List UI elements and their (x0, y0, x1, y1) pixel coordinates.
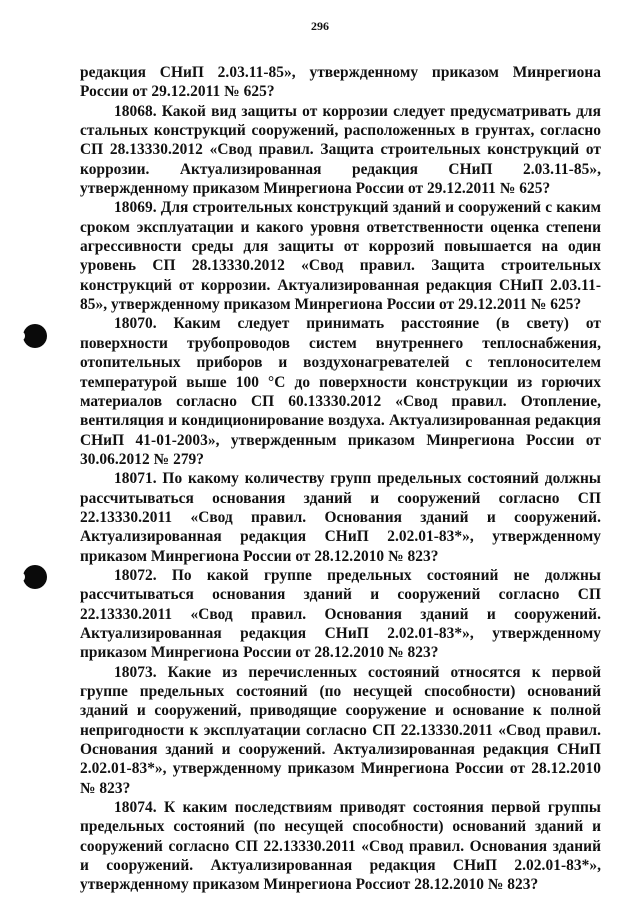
paragraph-18074: 18074. К каким последствиям приводят состояния первой группы предельных состояний (по несущей способности) оснований зданий и сооружений согласно СП 22.13330.2011 «Свод правил. Основания зданий и сооружений. Актуализированная редакция СНиП 2.02.01-83*», утвержденному приказом Минрегиона Россиот 28.12.2010 № 823? (80, 799, 601, 894)
paragraph-continuation: редакция СНиП 2.03.11-85», утвержденному приказом Минрегиона России от 29.12.2011 № 625? (80, 64, 601, 101)
paragraph-18070: 18070. Каким следует принимать расстояние (в свету) от поверхности трубопроводов систем внутреннего теплоснабжения, отопительных приборов и воздухонагревателей с теплоносителем температурой выше 100 °С до поверхности конструкции из горючих материалов согласно СП 60.13330.2012 «Свод правил. Отопление, вентиляция и кондиционирование воздуха. Актуализированная редакция СНиП 41-01-2003», утвержденным приказом Минрегиона России от 30.06.2012 № 279? (80, 315, 601, 468)
paragraph-18072: 18072. По какой группе предельных состояний не должны рассчитываться основания зданий и сооружений согласно СП 22.13330.2011 «Свод правил. Основания зданий и сооружений. Актуализированная редакция СНиП 2.02.01-83*», утвержденному приказом Минрегиона России от 28.12.2010 № 823? (80, 566, 601, 662)
paragraph-18068: 18068. Какой вид защиты от коррозии следует предусматривать для стальных конструкций сооружений, расположенных в грунтах, согласно СП 28.13330.2012 «Свод правил. Защита строительных конструкций от коррозии. Актуализированная редакция СНиП 2.03.11-85», утвержденному приказом Минрегиона России от 29.12.2011 № 625? (80, 102, 601, 198)
body-text (80, 63, 601, 895)
punch-hole-bottom (23, 565, 47, 589)
paragraph-18073: 18073. Какие из перечисленных состояний относятся к первой группе предельных состояний (по несущей способности) оснований зданий и сооружений, приводящие сооружение и основание к полной непригодности к эксплуатации согласно СП 22.13330.2011 «Свод правил. Основания зданий и сооружений. Актуализированная редакция СНиП 2.02.01-83*», утвержденному приказом Минрегиона России от 28.12.2010 № 823? (80, 663, 601, 797)
page-number: 296 (311, 19, 329, 33)
paragraph-18069: 18069. Для строительных конструкций зданий и сооружений с каким сроком эксплуатации и какого уровня ответственности оценка степени агрессивности среды для защиты от коррозий повышается на один уровень СП 28.13330.2012 «Свод правил. Защита строительных конструкций от коррозии. Актуализированная редакция СНиП 2.03.11-85», утвержденному приказом Минрегиона России от 29.12.2011 № 625? (80, 199, 601, 314)
paragraph-18071: 18071. По какому количеству групп предельных состояний должны рассчитываться основания зданий и сооружений согласно СП 22.13330.2011 «Свод правил. Основания зданий и сооружений. Актуализированная редакция СНиП 2.02.01-83*», утвержденному приказом Минрегиона России от 28.12.2010 № 823? (80, 470, 601, 565)
punch-hole-top (23, 324, 47, 348)
